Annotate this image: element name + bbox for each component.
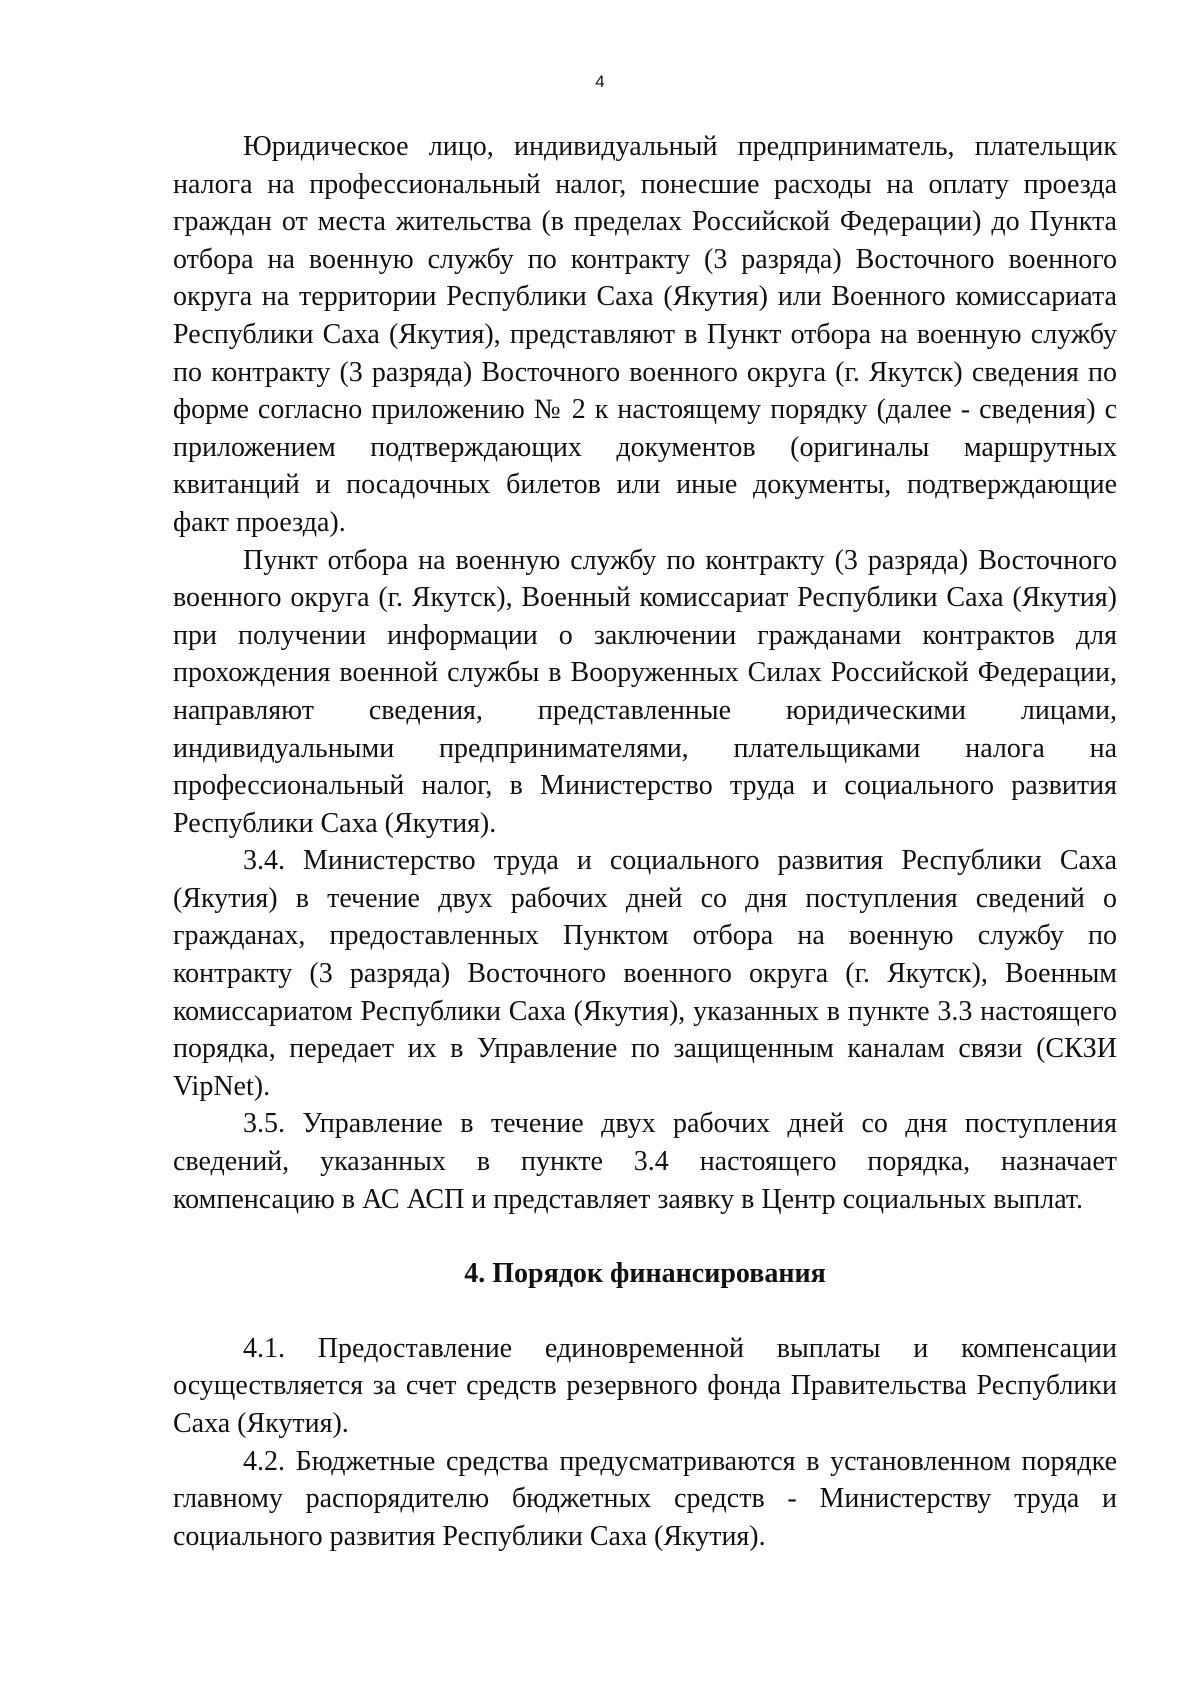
document-body xyxy=(173,128,1117,1555)
page-number: 4 xyxy=(595,72,605,91)
paragraph-3-4: 3.4. Министерство труда и социального развития Республики Саха (Якутия) в течение двух рабочих дней со дня поступления сведений о гражданах, предоставленных Пунктом отбора на военную службу по контракту (3 разряда) Восточного военного округа (г. Якутск), Военным комиссариатом Республики Саха (Якутия), указанных в пункте 3.3 настоящего порядка, передает их в Управление по защищенным каналам связи (СКЗИ VipNet). xyxy=(173,845,1117,1102)
paragraph-selection-point: Пункт отбора на военную службу по контракту (3 разряда) Восточного военного округа (г. Якутск), Военный комиссариат Республики Саха (Якутия) при получении информации о заключении гражданами контрактов для прохождения военной службы в Вооруженных Силах Российской Федерации, направляют сведения, представленные юридическими лицами, индивидуальными предпринимателями, плательщиками налога на профессиональный налог, в Министерство труда и социального развития Республики Саха (Якутия). xyxy=(173,544,1117,839)
paragraph-4-2: 4.2. Бюджетные средства предусматриваются в установленном порядке главному распорядителю бюджетных средств - Министерству труда и социального развития Республики Саха (Якутия). xyxy=(173,1445,1117,1552)
section-heading-financing: 4. Порядок финансирования xyxy=(464,1258,826,1290)
paragraph-4-1: 4.1. Предоставление единовременной выплаты и компенсации осуществляется за счет средств резервного фонда Правительства Республики Саха (Якутия). xyxy=(173,1332,1117,1439)
paragraph-payer-expenses: Юридическое лицо, индивидуальный предприниматель, плательщик налога на профессиональный налог, понесшие расходы на оплату проезда граждан от места жительства (в пределах Российской Федерации) до Пункта отбора на военную службу по контракту (3 разряда) Восточного военного округа на территории Республики Саха (Якутия) или Военного комиссариата Республики Саха (Якутия), представляют в Пункт отбора на военную службу по контракту (3 разряда) Восточного военного округа (г. Якутск) сведения по форме согласно приложению № 2 к настоящему порядку (далее - сведения) с приложением подтверждающих документов (оригиналы маршрутных квитанций и посадочных билетов или иные документы, подтверждающие факт проезда). xyxy=(173,131,1117,538)
paragraph-3-5: 3.5. Управление в течение двух рабочих дней со дня поступления сведений, указанных в пункте 3.4 настоящего порядка, назначает компенсацию в АС АСП и представляет заявку в Центр социальных выплат. xyxy=(173,1108,1117,1215)
